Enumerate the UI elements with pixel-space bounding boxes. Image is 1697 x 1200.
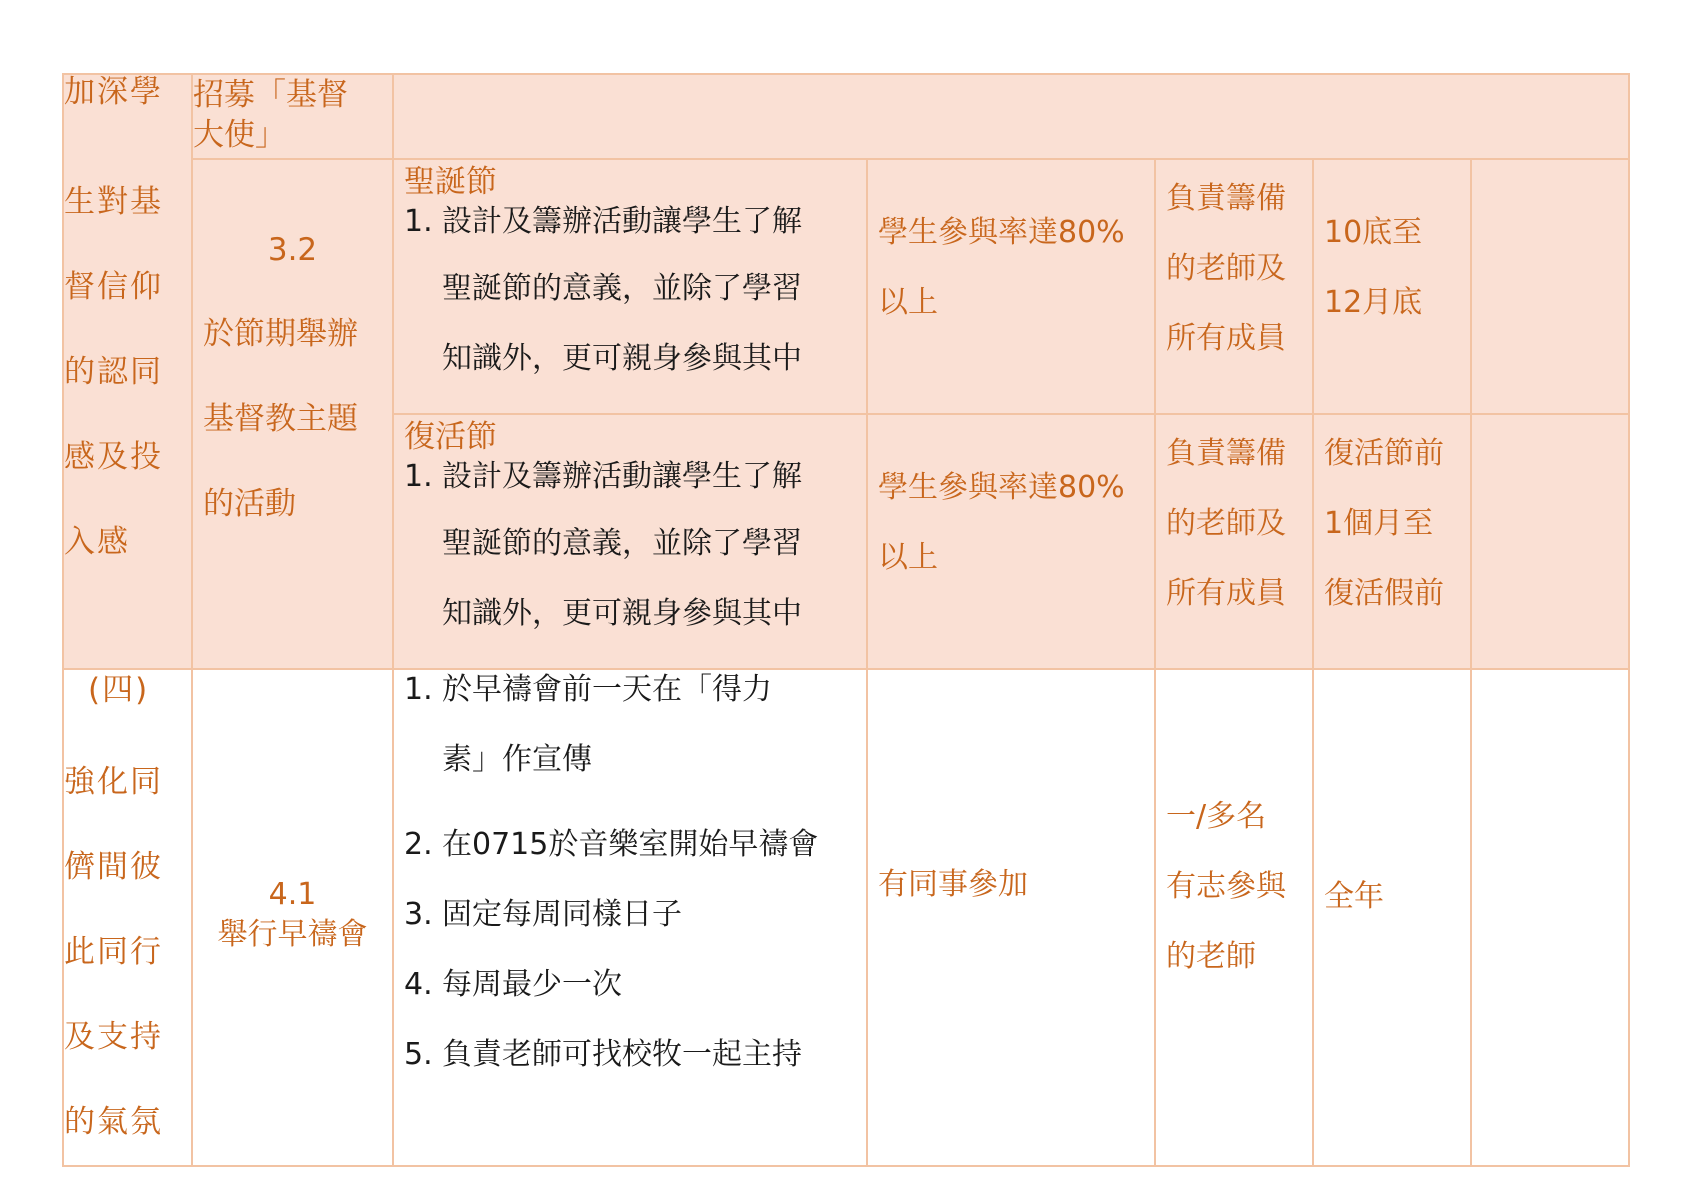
responsible-cell — [1155, 669, 1313, 1166]
responsible-line: 所有成員 — [1166, 321, 1286, 356]
strategy-line: 基督教主題 — [203, 401, 358, 437]
goal-cell — [63, 669, 192, 1166]
empty-cell — [393, 74, 1629, 159]
item-text: 聖誕節的意義，並除了學習 — [442, 526, 802, 561]
strategy-label: 舉行早禱會 — [217, 917, 368, 952]
list-item — [404, 950, 856, 1020]
item-text: 於早禱會前一天在「得力 — [442, 672, 772, 707]
criteria-line: 學生參與率達80% — [878, 470, 1125, 505]
item-number: 5. — [404, 1037, 433, 1072]
empty-cell — [1471, 669, 1629, 1166]
responsible-line: 所有成員 — [1166, 576, 1286, 611]
criteria-cell — [867, 414, 1155, 669]
goal-line: 的氣氛 — [64, 1104, 163, 1140]
plan-table — [62, 73, 1630, 1167]
item-text: 設計及籌辦活動讓學生了解 — [442, 459, 802, 494]
responsible-line: 的老師及 — [1166, 506, 1286, 541]
empty-cell — [1471, 159, 1629, 414]
responsible-line: 負責籌備 — [1166, 181, 1286, 216]
strategy-number: 4.1 — [268, 877, 317, 912]
item-number: 1. — [404, 204, 433, 239]
responsible-cell — [1155, 159, 1313, 414]
activity-cell — [393, 414, 867, 669]
time-line: 1個月至 — [1324, 506, 1434, 541]
list-item — [404, 202, 856, 242]
strategy-cell — [192, 669, 393, 1166]
strategy-line: 的活動 — [203, 486, 296, 522]
criteria-line: 以上 — [878, 285, 938, 320]
goal-line: 生對基 — [64, 184, 163, 220]
item-text: 知識外，更可親身參與其中 — [442, 341, 802, 376]
list-item — [404, 670, 856, 740]
goal-line: 強化同 — [64, 764, 163, 800]
criteria-cell — [867, 159, 1155, 414]
item-text: 固定每周同樣日子 — [442, 897, 682, 932]
recruit-line: 招募「基督 — [193, 77, 348, 113]
empty-cell — [1471, 414, 1629, 669]
table-row — [63, 669, 1629, 1166]
item-number: 4. — [404, 967, 433, 1002]
responsible-line: 一/多名 — [1166, 799, 1267, 834]
responsible-line: 負責籌備 — [1166, 436, 1286, 471]
activity-cell — [393, 159, 867, 414]
item-text: 聖誕節的意義，並除了學習 — [442, 271, 802, 306]
item-text: 負責老師可找校牧一起主持 — [442, 1037, 802, 1072]
goal-line: 儕間彼 — [64, 849, 163, 885]
time-line: 復活假前 — [1324, 576, 1444, 611]
responsible-line: 的老師 — [1166, 939, 1256, 974]
section-title: 復活節 — [404, 419, 497, 455]
goal-line: 及支持 — [64, 1019, 163, 1055]
item-text: 設計及籌辦活動讓學生了解 — [442, 204, 802, 239]
section-title: 聖誕節 — [404, 164, 497, 200]
goal-line: (四) — [88, 672, 150, 708]
list-item — [404, 880, 856, 950]
list-item — [404, 810, 856, 880]
item-number: 2. — [404, 827, 433, 862]
time-cell — [1313, 159, 1471, 414]
item-text: 每周最少一次 — [442, 967, 622, 1002]
goal-cell — [63, 74, 192, 669]
item-number: 1. — [404, 672, 433, 707]
criteria-line: 以上 — [878, 540, 938, 575]
list-item — [404, 1020, 856, 1090]
item-text: 素」作宣傳 — [442, 742, 592, 777]
table-row — [63, 74, 1629, 159]
time-cell — [1313, 414, 1471, 669]
item-number: 3. — [404, 897, 433, 932]
goal-line: 此同行 — [64, 934, 163, 970]
goal-line: 入感 — [64, 524, 130, 560]
activity-cell — [393, 669, 867, 1166]
recruit-cell — [192, 74, 393, 159]
list-item — [404, 457, 856, 497]
table-row — [63, 159, 1629, 414]
strategy-cell — [192, 159, 393, 669]
criteria-line: 有同事參加 — [878, 867, 1028, 902]
strategy-number: 3.2 — [267, 232, 318, 268]
goal-line: 加深學 — [64, 74, 163, 110]
item-number: 1. — [404, 459, 433, 494]
time-line: 12月底 — [1324, 285, 1423, 320]
time-line: 復活節前 — [1324, 436, 1444, 471]
criteria-cell — [867, 669, 1155, 1166]
time-line: 全年 — [1324, 879, 1384, 914]
recruit-line: 大使」 — [193, 117, 286, 153]
item-text: 在0715於音樂室開始早禱會 — [442, 827, 819, 862]
responsible-line: 的老師及 — [1166, 251, 1286, 286]
time-cell — [1313, 669, 1471, 1166]
time-line: 10底至 — [1324, 215, 1423, 250]
goal-line: 感及投 — [64, 439, 163, 475]
responsible-cell — [1155, 414, 1313, 669]
item-text: 知識外，更可親身參與其中 — [442, 596, 802, 631]
goal-line: 督信仰 — [64, 269, 163, 305]
goal-line: 的認同 — [64, 354, 163, 390]
strategy-line: 於節期舉辦 — [203, 316, 358, 352]
criteria-line: 學生參與率達80% — [878, 215, 1125, 250]
responsible-line: 有志參與 — [1166, 869, 1286, 904]
